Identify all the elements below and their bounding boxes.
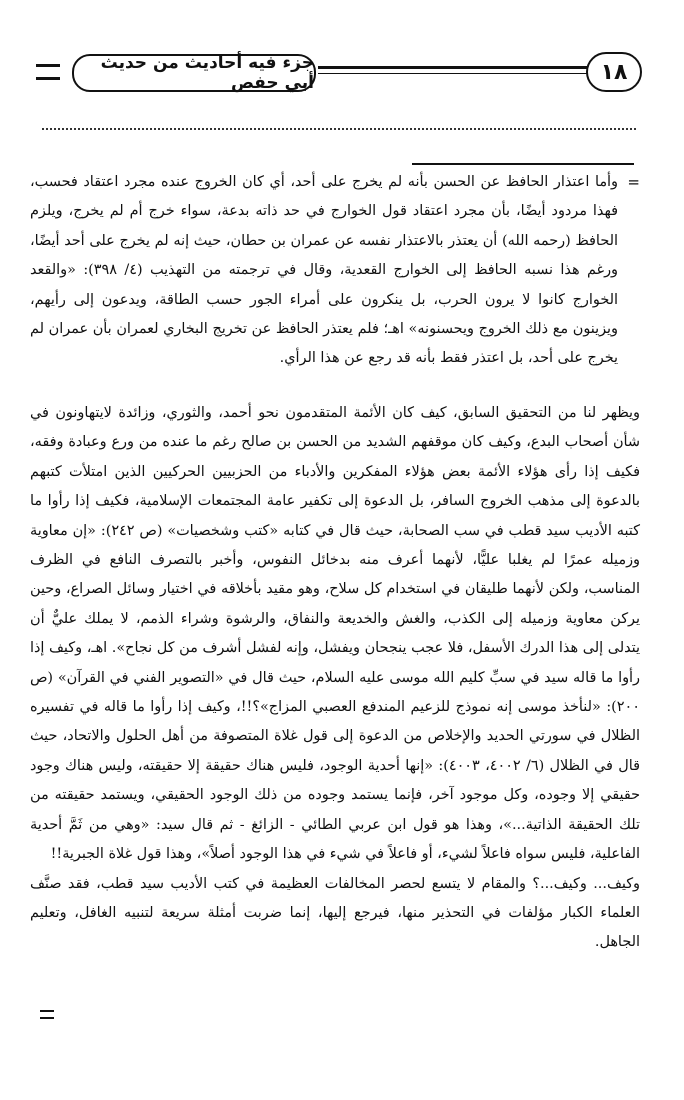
- header-ornament: [36, 64, 60, 80]
- footnote-text: وأما اعتذار الحافظ عن الحسن بأنه لم يخرج على أحد، أي كان الخروج عنده مجرد اعتقاد فحسب، فهذا مردود أيضًا، بأن مجرد اعتقاد قول الخوارج في حد ذاته بدعة، سواء خرج أم لم يخرج، ويلزم الحافظ (رحمه الله) أن يعتذر بالاعتذار نفسه عن عمران بن حطان، حيث إنه لم يخرج على أحد أيضًا، ورغم هذا نسبه الحافظ إلى الخوارج القعدية، وقال في ترجمته من التهذيب (٤/ ٣٩٨): «والقعد الخوارج كانوا لا يرون الحرب، بل ينكرون على أمراء الجور حسب الطاقة، ويدعون إلى رأيهم، ويزينون مع ذلك الخروج ويحسنونه» اهـ؛ فلم يعتذر الحافظ عن تخريج البخاري لعمران بأن عمران لم يخرج على أحد، بل اعتذر فقط بأنه قد رجع عن هذا الرأي.: [30, 174, 618, 367]
- page-number: [586, 52, 642, 92]
- footer-ornament: [40, 1010, 54, 1019]
- footnote-block: [30, 168, 640, 374]
- footnote-paragraph: [30, 168, 640, 374]
- main-paragraph-1: ويظهر لنا من التحقيق السابق، كيف كان الأئمة المتقدمون نحو أحمد، والثوري، وزائدة لايتهاونون في شأن أصحاب البدع، وكيف كان موقفهم الشديد من الحسن بن صالح رغم ما عنده من ورع وعبادة وفقه، فكيف إذا رأى هؤلاء الأئمة بعض هؤلاء المفكرين والأدباء من الحزبيين الحركيين الذين امتلأت كتبهم بالدعوة إلى مذهب الخروج السافر، بل الدعوة إلى تكفير عامة المجتمعات الإسلامية، فكيف إذا رأوا ما كتبه الأديب سيد قطب في سب الصحابة، حيث قال في كتابه «كتب وشخصيات» (ص ٢٤٢): «إن معاوية وزميله عمرًا لم يغلبا عليًّا، لأنهما أعرف منه بدخائل النفوس، وأخبر بالتصرف النافع في الظرف المناسب، ولكن لأنهما طليقان في استخدام كل سلاح، وهو مقيد بأخلاقه في اختيار وسائل الصراع، وحين يركن معاوية وزميله إلى الكذب، والغش والخديعة والنفاق، والرشوة وشراء الذمم، لا يملك عليٌّ أن يتدلى إلى هذا الدرك الأسفل، فلا عجب ينجحان ويفشل، وإنه لفشل أشرف من كل نجاح». اهـ، وكيف إذا رأوا ما قاله سيد في سبِّ كليم الله موسى عليه السلام، حيث قال في «التصوير الفني في القرآن» (ص ٢٠٠): «لنأخذ موسى إنه نموذج للزعيم المندفع العصبي المزاج»؟!!، وكيف إذا رأوا ما قاله في تفسيره الظلال في سورتي الحديد والإخلاص من الدعوة إلى قول غلاة المتصوفة من أهل الحلول والاتحاد، حيث قال في الظلال (٦/ ٤٠٠٢، ٤٠٠٣): «إنها أحدية الوجود، فليس هناك حقيقة إلا حقيقته، وليس هناك وجود حقيقي إلا وجوده، وكل موجود آخر، فإنما يستمد وجوده من ذلك الوجود الحقيقي، ويستمد حقيقته من تلك الحقيقة الذاتية...»، وهذا هو قول ابن عربي الطائي - الزائغ - ثم قال سيد: «وهي من ثَمَّ أحدية الفاعلية، فليس سواه فاعلاً لشيء، أو فاعلاً في شيء في هذا الوجود أصلاً»، وهذا قول غلاة الجبرية!!: [30, 405, 641, 863]
- header-rule-thin: [318, 73, 588, 74]
- page-number-text: ١٨: [600, 59, 628, 85]
- main-paragraph-2: وكيف... وكيف...؟ والمقام لا يتسع لحصر المخالفات العظيمة في كتب الأديب سيد قطب، فقد صنَّف العلماء الكبار مؤلفات في التحذير منها، فيرجع إليها، إنما ضربت أمثلة سريعة لتنبيه الغافل، وتعليم الجاهل.: [30, 875, 640, 951]
- footnote-continuation-marker: =: [627, 173, 640, 191]
- main-text: [30, 399, 640, 958]
- footnote-separator: [412, 163, 634, 165]
- page-header: [28, 52, 658, 98]
- running-title-text: جزء فيه أحاديث من حديث أبي حفص: [100, 53, 314, 93]
- dotted-separator: [42, 128, 636, 130]
- header-rule-thick: [318, 66, 588, 69]
- running-title: [72, 54, 316, 92]
